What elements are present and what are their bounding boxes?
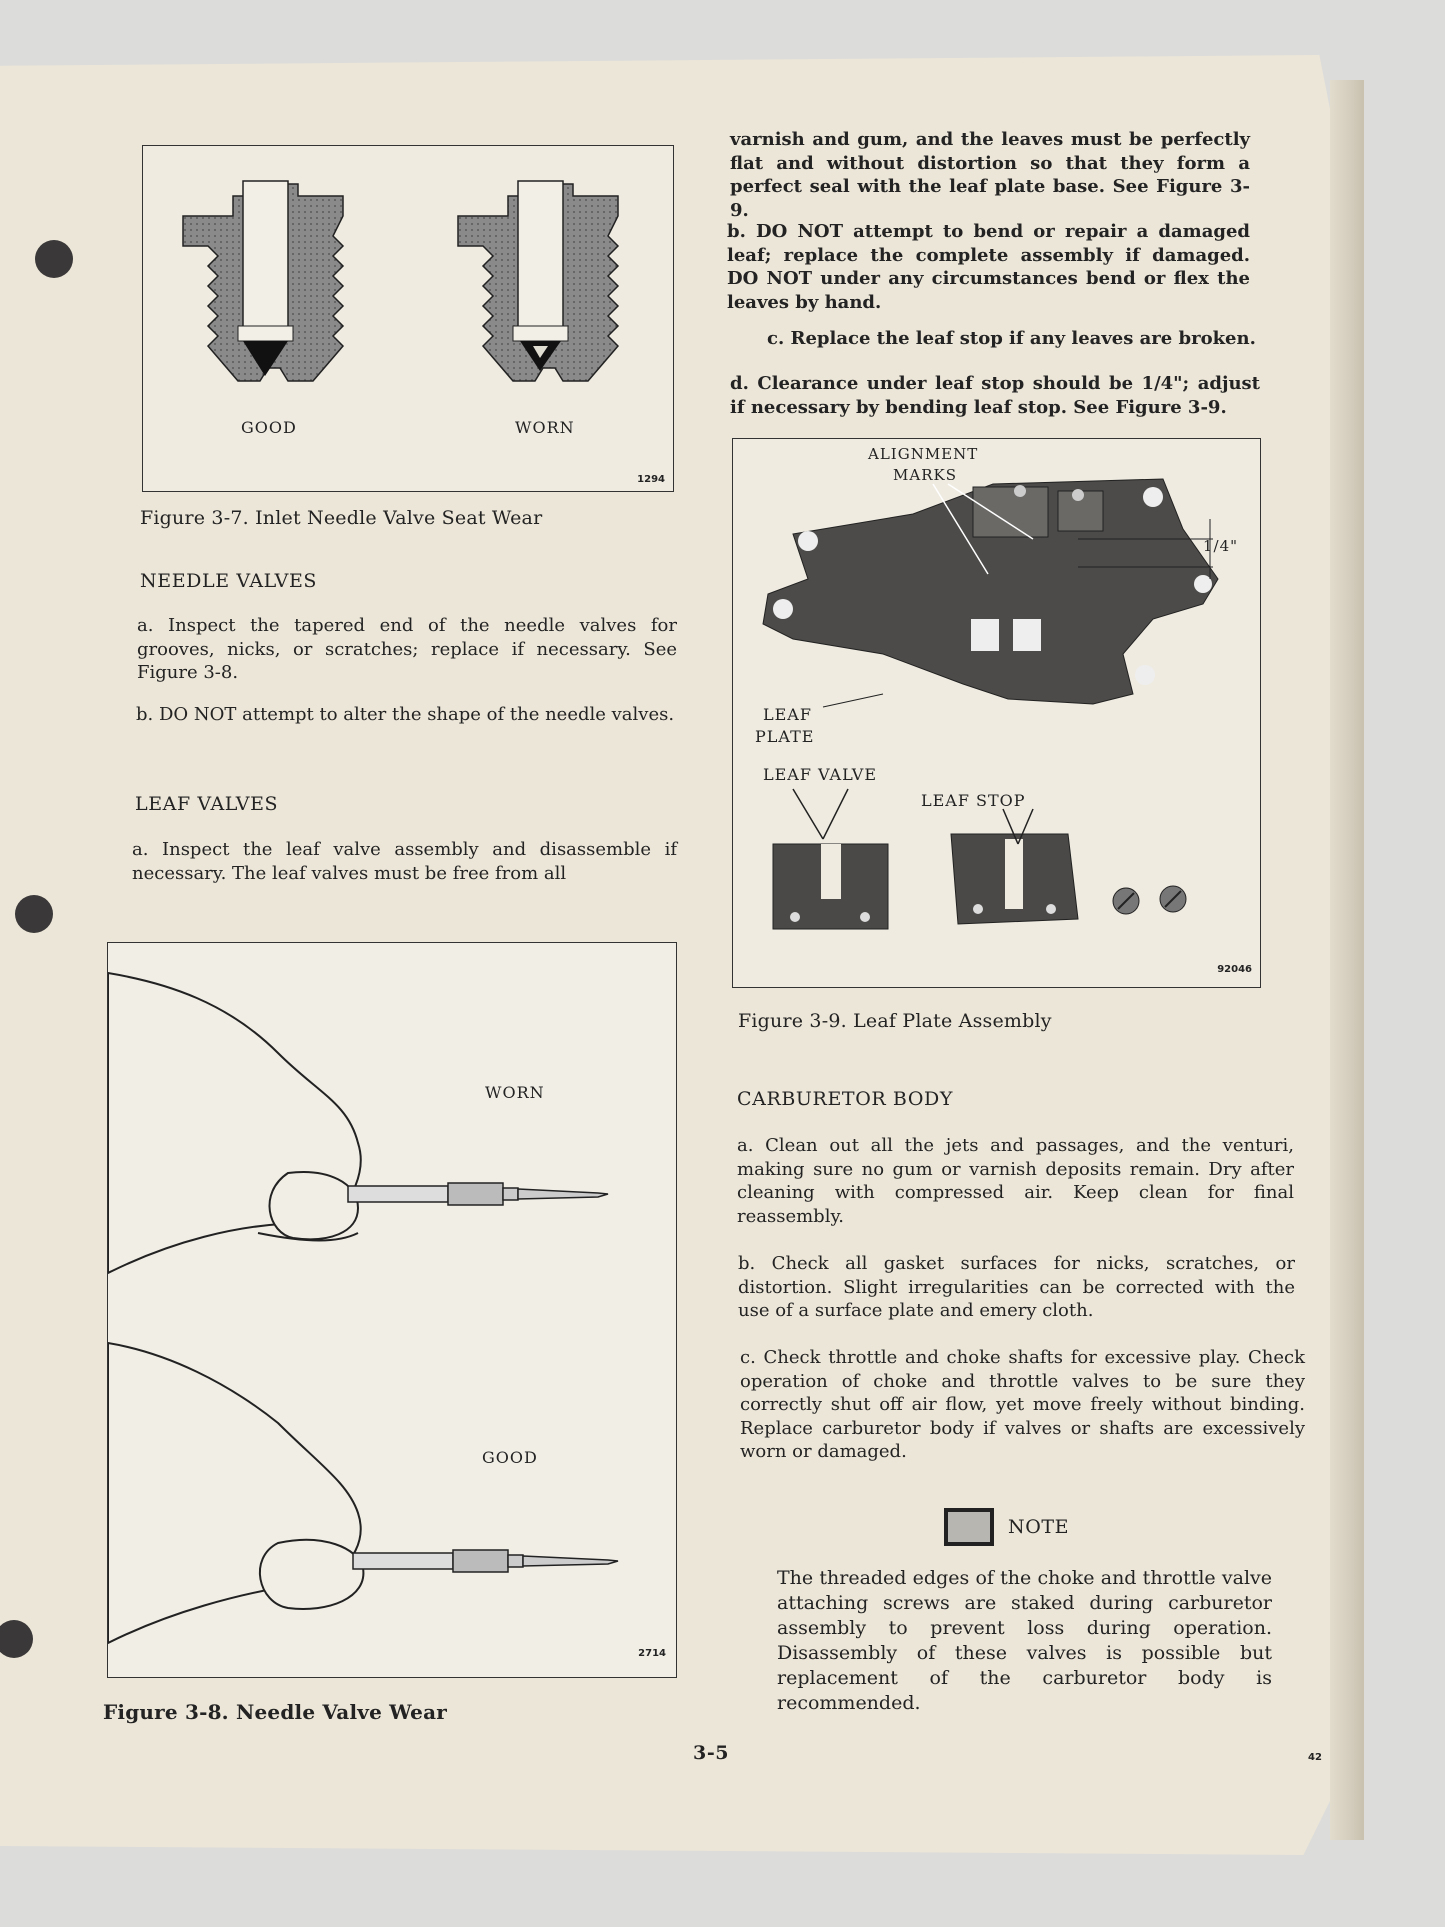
needle-valves-para-b: b. DO NOT attempt to alter the shape of the needle valves. — [136, 704, 675, 725]
binder-hole-middle — [15, 895, 53, 933]
corner-number: 42 — [1308, 1752, 1322, 1763]
plate-label: PLATE — [755, 727, 815, 746]
leaf-valves-para-c: c. Replace the leaf stop if any leaves are broken. — [767, 328, 1256, 349]
clearance-dimension: 1/4" — [1203, 537, 1239, 555]
figure-3-8 — [107, 942, 677, 1678]
needle-valves-para-a: a. Inspect the tapered end of the needle valves for grooves, nicks, or scratches; replace if necessary. See Figure 3-8. — [137, 615, 677, 683]
needle-valves-heading: NEEDLE VALVES — [140, 570, 318, 592]
leaf-valve-drawing — [773, 789, 888, 929]
good-valve-drawing — [183, 181, 343, 381]
leaf-label: LEAF — [763, 705, 812, 724]
worn-label: WORN — [485, 1083, 545, 1102]
alignment-label: ALIGNMENT — [868, 445, 979, 463]
figure-3-9 — [732, 438, 1261, 988]
page-number: 3-5 — [693, 1742, 730, 1764]
figure-3-7-caption: Figure 3-7. Inlet Needle Valve Seat Wear — [140, 507, 543, 529]
leaf-stop-drawing — [951, 809, 1078, 924]
leaf-valves-heading: LEAF VALVES — [135, 793, 279, 815]
needle-valve-seat-diagram — [143, 146, 673, 491]
figure-3-7 — [142, 145, 674, 492]
leaf-valves-para-a: a. Inspect the leaf valve assembly and disassemble if necessary. The leaf valves must be free from all — [132, 839, 677, 884]
carburetor-body-heading: CARBURETOR BODY — [737, 1088, 953, 1110]
good-label: GOOD — [482, 1448, 538, 1467]
worn-label: WORN — [515, 418, 575, 437]
upper-hand-drawing — [108, 973, 361, 1273]
lower-hand-drawing — [108, 1343, 363, 1643]
worn-valve-drawing — [458, 181, 618, 381]
carburetor-body-para-a: a. Clean out all the jets and passages, and the venturi, making sure no gum or varnish deposits remain. Dry after cleaning with compressed air. Keep clean for final reassembly. — [737, 1135, 1294, 1227]
figure-3-8-caption: Figure 3-8. Needle Valve Wear — [103, 1700, 448, 1724]
carburetor-body-para-b: b. Check all gasket surfaces for nicks, scratches, or distortion. Slight irregularities can be corrected with the use of a surface plate and emery cloth. — [738, 1253, 1295, 1321]
binder-hole-top — [35, 240, 73, 278]
needle-valve-wear-photo — [108, 943, 676, 1677]
figure-number: 2714 — [638, 1648, 666, 1659]
note-text: The threaded edges of the choke and throttle valve attaching screws are staked during carburetor assembly to prevent loss during operation. Disassembly of these valves is possible but replacement of the carburetor body is recommended. — [777, 1567, 1272, 1714]
leaf-plate-photo — [733, 439, 1260, 987]
leaf-valves-para-a-continued: varnish and gum, and the leaves must be perfectly flat and without distortion so that they form a perfect seal with the leaf plate base. See Figure 3-9. — [730, 129, 1250, 221]
good-label: GOOD — [241, 418, 297, 437]
screws-drawing — [1113, 886, 1186, 914]
leaf-valve-label: LEAF VALVE — [763, 765, 878, 784]
lower-needle-drawing — [353, 1550, 618, 1572]
page-stack-edge — [1330, 80, 1364, 1840]
leaf-valves-para-b: b. DO NOT attempt to bend or repair a damaged leaf; replace the complete assembly if damaged. DO NOT under any circumstances bend or flex the leaves by hand. — [727, 221, 1250, 313]
carburetor-body-para-c: c. Check throttle and choke shafts for excessive play. Check operation of choke and throttle valves to be sure they correctly shut off air flow, yet move freely without binding. Replace carburetor body if valves or shafts are excessively worn or damaged. — [740, 1347, 1305, 1462]
leaf-stop-label: LEAF STOP — [921, 791, 1026, 810]
figure-number: 1294 — [637, 474, 665, 485]
note-icon — [944, 1508, 994, 1546]
figure-number: 92046 — [1217, 964, 1252, 975]
leaf-valves-para-d: d. Clearance under leaf stop should be 1/4"; adjust if necessary by bending leaf stop. See Figure 3-9. — [730, 373, 1260, 418]
figure-3-9-caption: Figure 3-9. Leaf Plate Assembly — [738, 1010, 1052, 1032]
leaf-plate-drawing — [763, 479, 1218, 707]
note-label: NOTE — [1008, 1516, 1070, 1538]
marks-label: MARKS — [893, 466, 957, 484]
upper-needle-drawing — [348, 1183, 608, 1205]
